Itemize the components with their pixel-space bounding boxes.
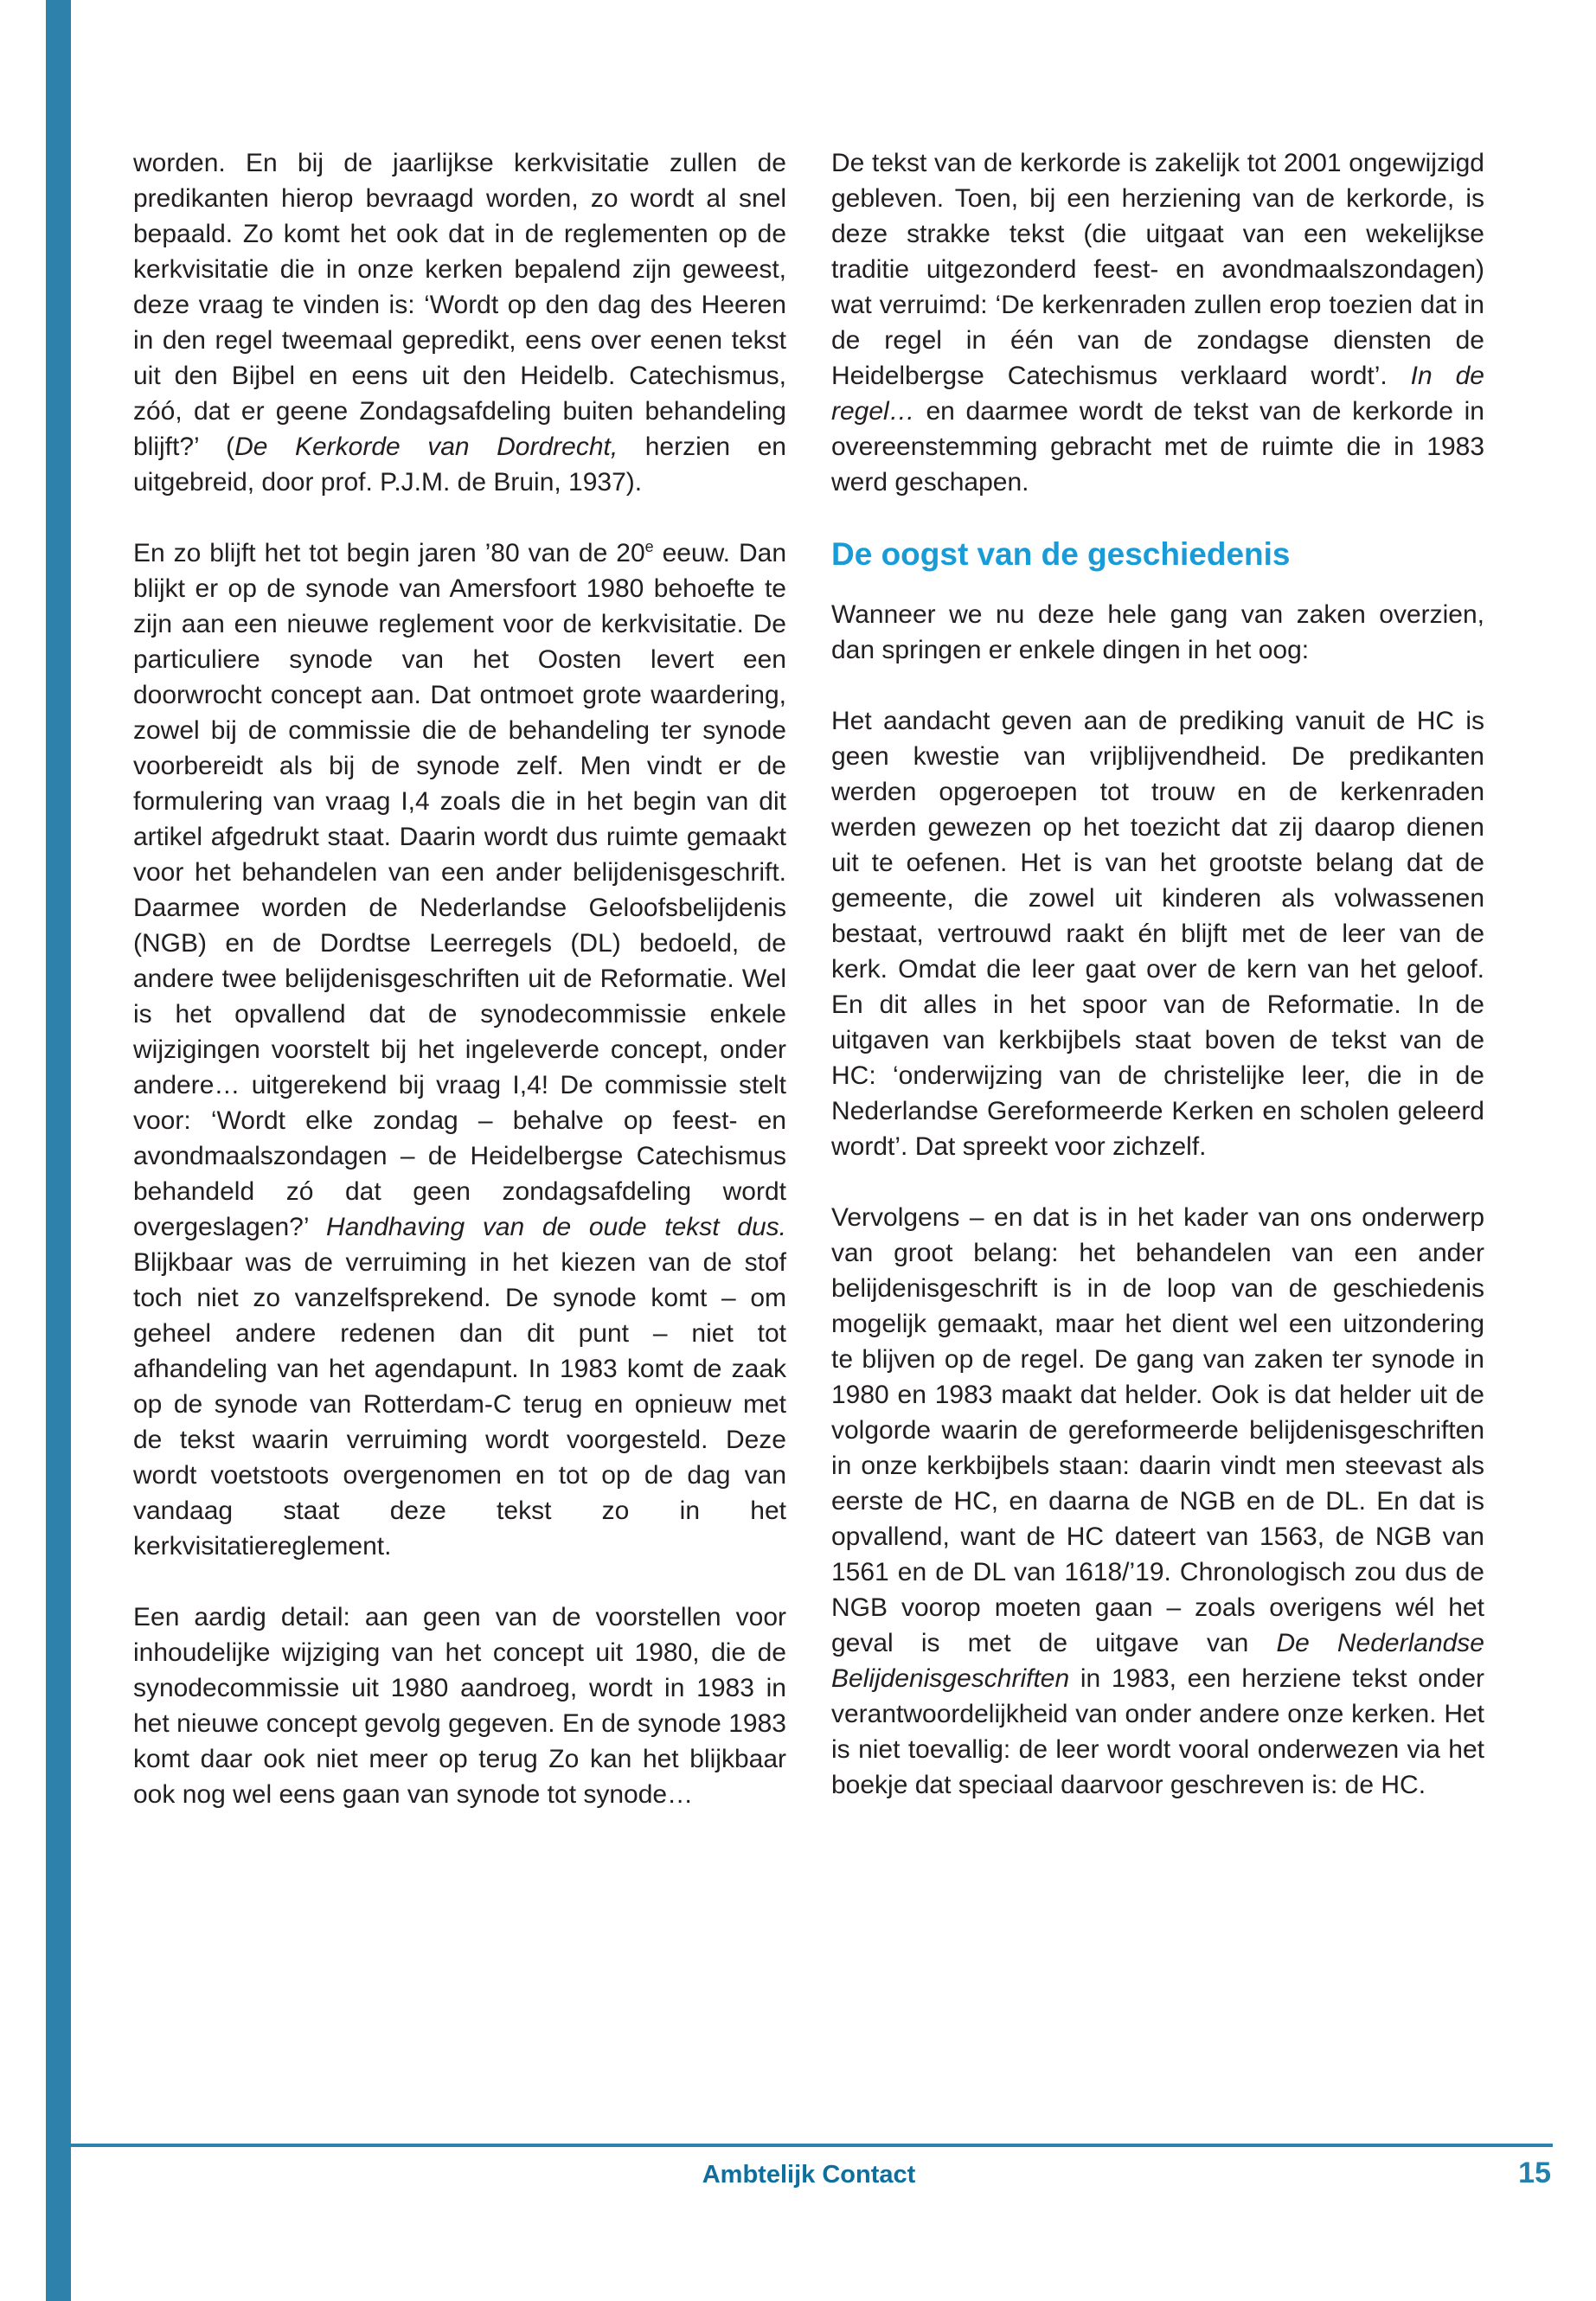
text-run: De tekst van de kerkorde is zakelijk tot 2001 ongewijzigd gebleven. Toen, bij een herziening van de kerkorde, is deze strakke tekst (die uitgaat van een wekelijkse traditie uitgezonderd feest- en avondmaalszondagen) wat verruimd: ‘De kerkenraden zullen erop toezien dat in de regel in één van de zondagse diensten de Heidelbergse Catechismus verklaard wordt’. — [831, 149, 1484, 390]
text-run: in 1983, een herziene tekst onder verantwoordelijkheid van onder andere onze kerken. Het is niet toevallig: de leer wordt vooral onderwezen via het boekje dat speciaal daarvoor geschreven is: de HC. — [831, 1664, 1484, 1799]
paragraph — [831, 145, 1484, 500]
footer-rule — [46, 2144, 1553, 2147]
paragraph — [831, 597, 1484, 668]
page-number: 15 — [1518, 2157, 1551, 2189]
text-run: Wanneer we nu deze hele gang van zaken overzien, dan springen er enkele dingen in het oog: — [831, 600, 1484, 664]
section-heading: De oogst van de geschiedenis — [831, 536, 1291, 572]
article-body — [133, 145, 1484, 1812]
text-run: En zo blijft het tot begin jaren ’80 van de 20 — [133, 539, 645, 567]
text-run: Blijkbaar was de verruiming in het kiezen van de stof toch niet zo vanzelfsprekend. De synode komt – om geheel andere redenen dan dit punt – niet tot afhandeling van het agendapunt. In 1983 komt de zaak op de synode van Rotterdam-C terug en opnieuw met de tekst waarin verruiming wordt voorgesteld. Deze wordt voetstoots overgenomen en tot op de dag van vandaag staat deze tekst zo in het kerkvisitatiereglement. — [133, 1248, 786, 1561]
paragraph — [831, 1200, 1484, 1803]
right-column — [831, 145, 1484, 1812]
text-run: herzien en uitgebreid, door prof. P.J.M. de Bruin, 1937). — [133, 433, 786, 497]
text-run: Een aardig detail: aan geen van de voorstellen voor inhoudelijke wijziging van het concept uit 1980, die de synodecommissie uit 1980 aandroeg, wordt in 1983 in het nieuwe concept gevolg gegeven. En de synode 1983 komt daar ook niet meer op terug Zo kan het blijkbaar ook nog wel eens gaan van synode tot synode… — [133, 1603, 786, 1809]
text-run: e — [644, 538, 654, 555]
paragraph — [133, 145, 786, 500]
text-run: Het aandacht geven aan de prediking vanuit de HC is geen kwestie van vrijblijvendheid. De predikanten werden opgeroepen tot trouw en de kerkenraden werden gewezen op het toezicht dat zij daarop dienen uit te oefenen. Het is van het grootste belang dat de gemeente, die zowel uit kinderen als volwassenen bestaat, vertrouwd raakt én blijft met de leer van de kerk. Omdat die leer gaat over de kern van het geloof. En dit alles in het spoor van de Reformatie. In de uitgaven van kerkbijbels staat boven de tekst van de HC: ‘onderwijzing van de christelijke leer, die in de Nederlandse Gereformeerde Kerken en scholen geleerd wordt’. Dat spreekt voor zichzelf. — [831, 707, 1484, 1161]
text-run: De Nederlandse Belijdenisgeschriften — [831, 1629, 1484, 1693]
paragraph — [831, 703, 1484, 1164]
text-run: eeuw. Dan blijkt er op de synode van Amersfoort 1980 behoefte te zijn aan een nieuwe reglement voor de kerkvisitatie. De particuliere synode van het Oosten levert een doorwrocht concept aan. Dat ontmoet grote waardering, zowel bij de commissie die de behandeling ter synode voorbereidt als bij de synode zelf. Men vindt er de formulering van vraag I,4 zoals die in het begin van dit artikel afgedrukt staat. Daarin wordt dus ruimte gemaakt voor het behandelen van een ander belijdenisgeschrift. Daarmee worden de Nederlandse Geloofsbelijdenis (NGB) en de Dordtse Leerregels (DL) bedoeld, de andere twee belijdenisgeschriften uit de Reformatie. Wel is het opvallend dat de synodecommissie enkele wijzigingen voorstelt bij het ingeleverde concept, onder andere… uitgerekend bij vraag I,4! De commissie stelt voor: ‘Wordt elke zondag – behalve op feest- en avondmaalszondagen – de Heidelbergse Catechismus behandeld zó dat geen zondagsafdeling wordt overgeslagen?’ — [133, 539, 787, 1241]
text-run: en daarmee wordt de tekst van de kerkorde in overeenstemming gebracht met de ruimte die in 1983 werd geschapen. — [831, 397, 1484, 497]
text-run: worden. En bij de jaarlijkse kerkvisitatie zullen de predikanten hierop bevraagd worden, zo wordt al snel bepaald. Zo komt het ook dat in de reglementen op de kerkvisitatie die in onze kerken bepalend zijn geweest, deze vraag te vinden is: ‘Wordt op den dag des Heeren in den regel tweemaal gepredikt, eens over eenen tekst uit den Bijbel en eens uit den Heidelb. Catechismus, zóó, dat er geene Zondagsafdeling buiten behandeling blijft?’ ( — [133, 149, 786, 461]
footer-journal-title: Ambtelijk Contact — [702, 2161, 916, 2189]
paragraph — [133, 535, 786, 1564]
text-run: De Kerkorde van Dordrecht, — [234, 433, 619, 461]
left-accent-bar — [46, 0, 71, 2301]
text-run: Vervolgens – en dat is in het kader van ons onderwerp van groot belang: het behandelen van een ander belijdenisgeschrift is in de loop van de geschiedenis mogelijk gemaakt, maar het dient wel een uitzondering te blijven op de regel. De gang van zaken ter synode in 1980 en 1983 maakt dat helder. Ook is dat helder uit de volgorde waarin de gereformeerde belijdenisgeschriften in onze kerkbijbels staan: daarin vindt men steevast als eerste de HC, en daarna de NGB en de DL. En dat is opvallend, want de HC dateert van 1563, de NGB van 1561 en de DL van 1618/’19. Chronologisch zou dus de NGB voorop moeten gaan – zoals overigens wél het geval is met de uitgave van — [831, 1203, 1484, 1657]
text-run: In de regel… — [831, 362, 1484, 426]
left-column — [133, 145, 786, 1812]
paragraph — [133, 1599, 786, 1812]
text-run: Handhaving van de oude tekst dus. — [326, 1213, 786, 1241]
